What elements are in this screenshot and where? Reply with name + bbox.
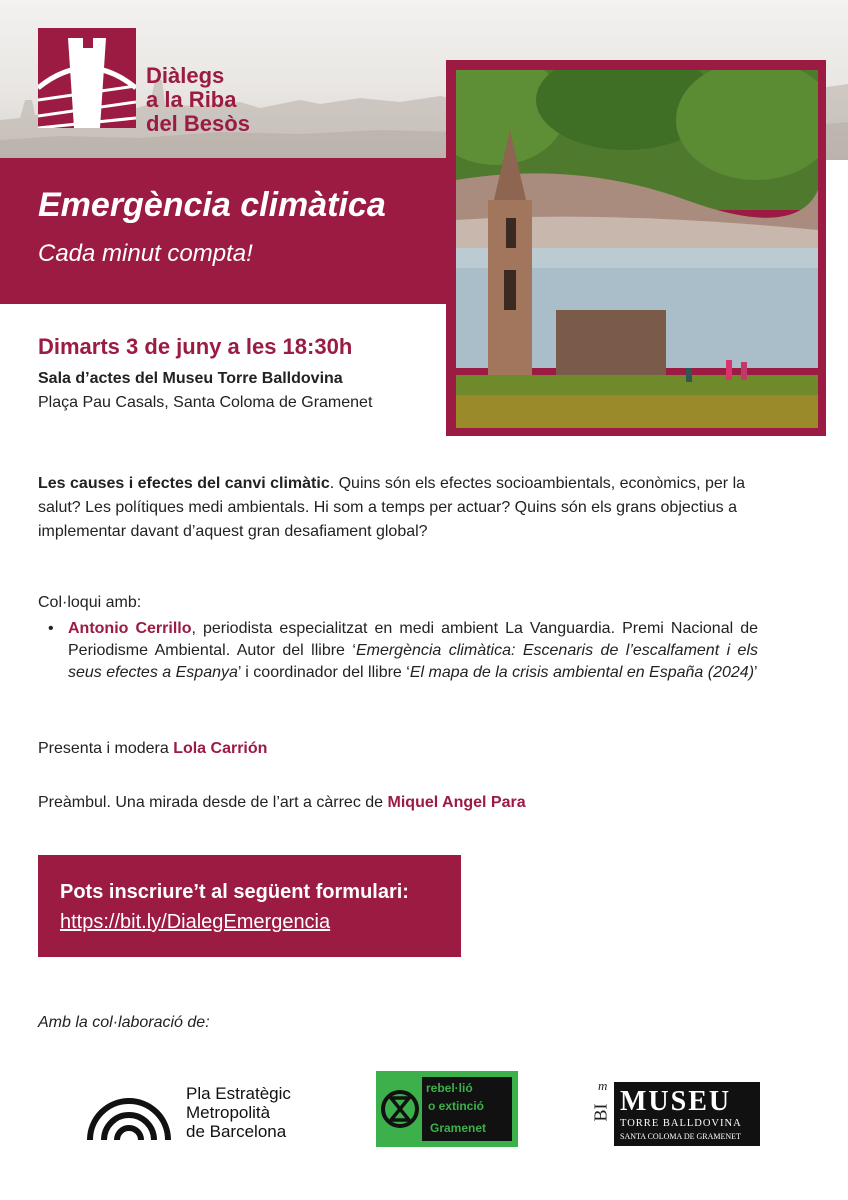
colloqui-label: Col·loqui amb: [38,594,142,611]
speaker-list-item [48,618,758,684]
bell-tower-photo [456,70,818,428]
xr-gramenet-logo [376,1071,518,1147]
logo-line: a la Riba [146,87,237,112]
bullet-dot: • [48,620,54,637]
event-title: Emergència climàtica [38,186,386,224]
pem-line: Metropolità [186,1103,271,1122]
speaker-name: Antonio Cerrillo [68,620,192,637]
collaboration-label: Amb la col·laboració de: [38,1014,210,1031]
book-title: El mapa de la crisis ambiental en España (2024) [409,664,755,681]
registration-title: Pots inscriure’t al següent formulari: [60,881,409,903]
dialegs-logo-icon [38,28,136,128]
speaker-desc: ’ i coordinador del llibre ‘ [237,664,410,681]
museu-city: SANTA COLOMA DE GRAMENET [620,1132,741,1141]
pem-arches-icon [84,1084,174,1144]
xr-line: o extinció [428,1099,485,1113]
xr-logo-box [422,1077,512,1141]
museu-logo [588,1078,760,1146]
moderator-line [38,740,267,758]
xr-line: Gramenet [430,1121,487,1135]
intro-paragraph [38,472,778,544]
event-address: Plaça Pau Casals, Santa Coloma de Gramenet [38,394,373,411]
preamble-name: Miquel Angel Para [387,794,526,811]
moderator-name: Lola Carrión [173,740,268,757]
moderator-prefix: Presenta i modera [38,740,174,757]
book-title: Emergència climàtica: Escenaris de l’escalfament i els seus efectes a Espanya [68,642,759,681]
museu-logo-box [614,1082,760,1146]
logo-line: Diàlegs [146,63,225,88]
dialegs-logo-text [146,64,250,136]
pem-line: de Barcelona [186,1122,287,1141]
pem-logo [84,1084,324,1144]
registration-link[interactable]: https://bit.ly/DialegEmergencia [60,911,331,933]
registration-box [38,855,461,957]
event-datetime: Dimarts 3 de juny a les 18:30h [38,334,353,359]
preamble-line [38,794,526,812]
extinction-symbol-icon [380,1085,420,1133]
museu-subtitle: TORRE BALLDOVINA [620,1118,742,1129]
xr-line: rebel·lió [426,1081,473,1095]
intro-body: . Quins són els efectes socioambientals, econòmics, per la salut? Les polítiques medi ambientals. Hi som a temps per actuar? Quins són els grans objectius a implementar davant d’aquest gran desafiament global? [38,475,746,540]
museu-m-mark: m [598,1078,608,1093]
preamble-prefix: Preàmbul. Una mirada desde de l’art a càrrec de [38,794,388,811]
museu-title: MUSEU [620,1086,732,1117]
event-subtitle: Cada minut compta! [38,240,253,267]
title-banner [0,158,490,304]
intro-lead: Les causes i efectes del canvi climàtic [38,475,330,492]
event-venue: Sala d’actes del Museu Torre Balldovina [38,370,343,387]
pem-line: Pla Estratègic [186,1084,291,1103]
museu-side-mark: BI [590,1103,611,1122]
pem-logo-text [186,1084,291,1141]
logo-line: del Besòs [146,111,250,136]
speaker-desc: , periodista especialitzat en medi ambient La Vanguardia. Premi Nacional de Periodisme Ambiental. Autor del llibre ‘ [68,620,759,659]
speaker-desc: ’ [754,664,758,681]
